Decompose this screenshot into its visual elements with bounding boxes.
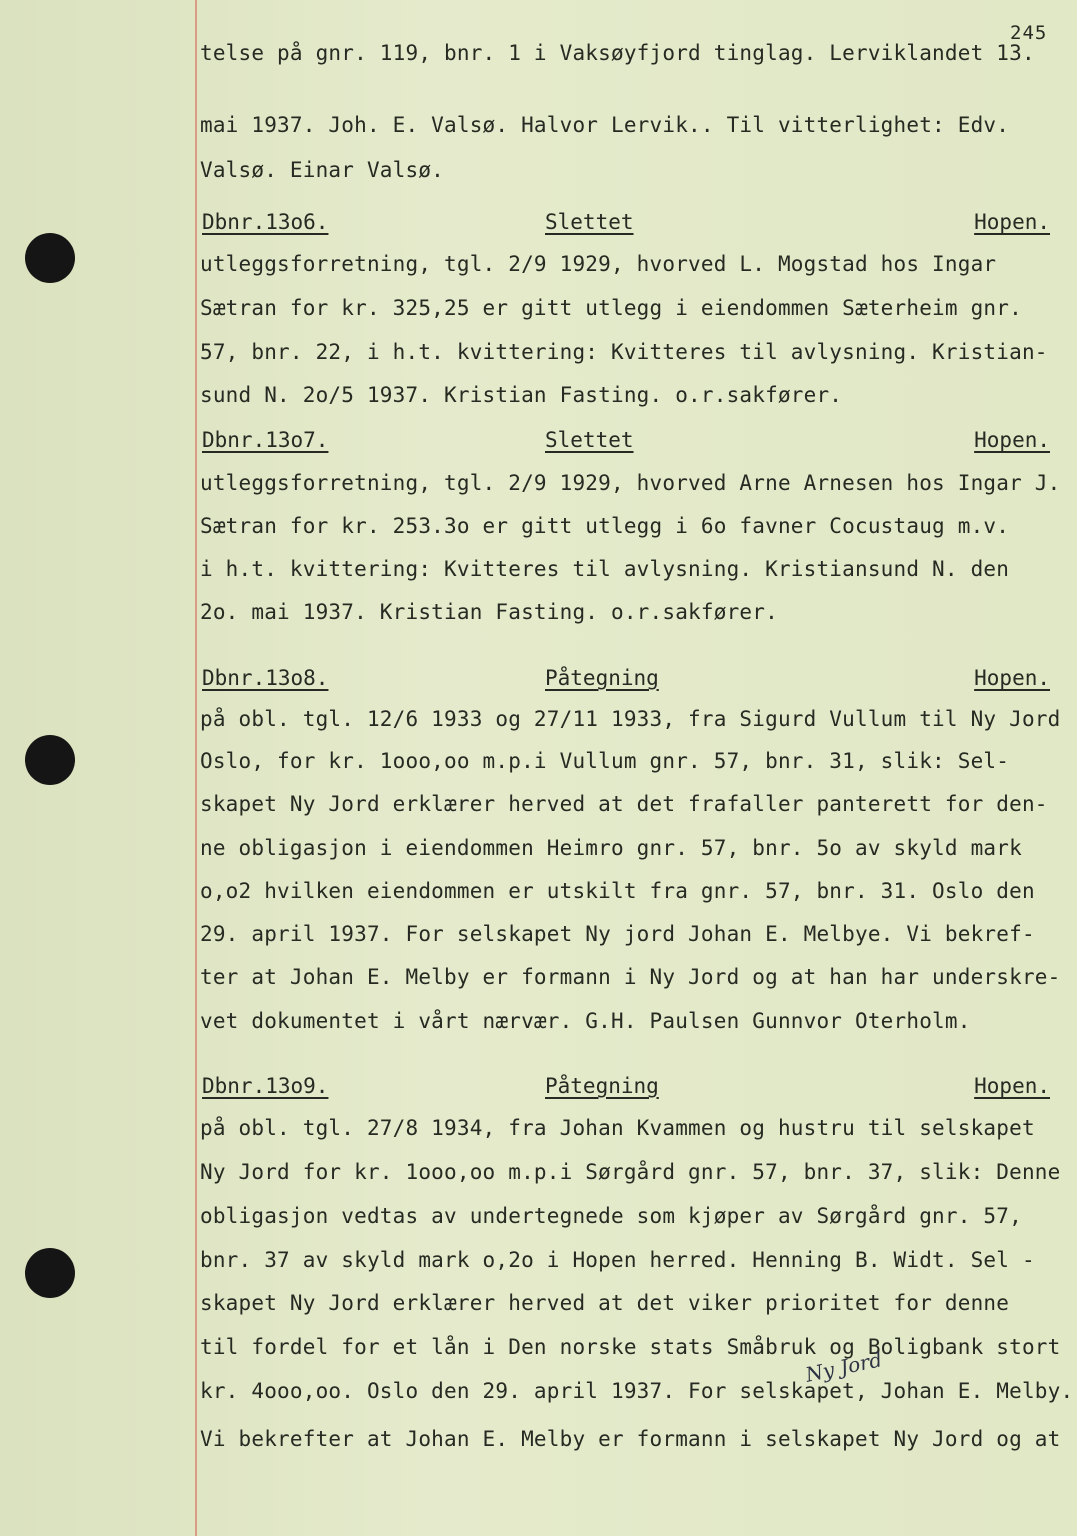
entry-header (200, 425, 1050, 455)
entry-type: Slettet (545, 210, 634, 234)
entry-number: Dbnr.13o7. (202, 428, 329, 452)
entry-header (200, 663, 1050, 693)
margin-line (195, 0, 197, 1536)
text-line: Sætran for kr. 325,25 er gitt utlegg i eiendommen Sæterheim gnr. (200, 296, 1022, 320)
text-line: Sætran for kr. 253.3o er gitt utlegg i 6o favner Cocustaug m.v. (200, 514, 1010, 538)
punch-hole-icon (25, 1248, 75, 1298)
text-line: på obl. tgl. 27/8 1934, fra Johan Kvammen og hustru til selskapet (200, 1116, 1035, 1140)
entry-number: Dbnr.13o9. (202, 1074, 329, 1098)
punch-hole-icon (25, 233, 75, 283)
entry-place: Hopen. (974, 428, 1050, 452)
text-line: bnr. 37 av skyld mark o,2o i Hopen herred. Henning B. Widt. Sel - (200, 1248, 1035, 1272)
text-line: utleggsforretning, tgl. 2/9 1929, hvorved L. Mogstad hos Ingar (200, 252, 997, 276)
entry-type: Påtegning (545, 666, 659, 690)
entry-header (200, 207, 1050, 237)
text-line: 29. april 1937. For selskapet Ny jord Johan E. Melbye. Vi bekref- (200, 922, 1035, 946)
text-line: Oslo, for kr. 1ooo,oo m.p.i Vullum gnr. 57, bnr. 31, slik: Sel- (200, 749, 1010, 773)
text-line: til fordel for et lån i Den norske stats Småbruk og Boligbank stort (200, 1335, 1061, 1359)
text-line: vet dokumentet i vårt nærvær. G.H. Paulsen Gunnvor Oterholm. (200, 1009, 971, 1033)
text-line: i h.t. kvittering: Kvitteres til avlysning. Kristiansund N. den (200, 557, 1010, 581)
entry-type: Slettet (545, 428, 634, 452)
text-line: obligasjon vedtas av undertegnede som kjøper av Sørgård gnr. 57, (200, 1204, 1022, 1228)
text-line: på obl. tgl. 12/6 1933 og 27/11 1933, fra Sigurd Vullum til Ny Jord (200, 707, 1061, 731)
entry-number: Dbnr.13o6. (202, 210, 329, 234)
text-line: 57, bnr. 22, i h.t. kvittering: Kvitteres til avlysning. Kristian- (200, 340, 1048, 364)
text-line: kr. 4ooo,oo. Oslo den 29. april 1937. For selskapet, Johan E. Melby. (200, 1379, 1074, 1403)
text-line: skapet Ny Jord erklærer herved at det frafaller panterett for den- (200, 792, 1048, 816)
entry-place: Hopen. (974, 666, 1050, 690)
text-line: Valsø. Einar Valsø. (200, 158, 445, 182)
text-line: Vi bekrefter at Johan E. Melby er formann i selskapet Ny Jord og at (200, 1427, 1061, 1451)
text-line: o,o2 hvilken eiendommen er utskilt fra gnr. 57, bnr. 31. Oslo den (200, 879, 1035, 903)
punch-hole-icon (25, 735, 75, 785)
text-line: 2o. mai 1937. Kristian Fasting. o.r.sakfører. (200, 600, 778, 624)
text-line: ne obligasjon i eiendommen Heimro gnr. 57, bnr. 5o av skyld mark (200, 836, 1022, 860)
page-number: 245 (1010, 22, 1048, 44)
entry-number: Dbnr.13o8. (202, 666, 329, 690)
text-line: ter at Johan E. Melby er formann i Ny Jord og at han har underskre- (200, 965, 1061, 989)
entry-header (200, 1071, 1050, 1101)
text-line: sund N. 2o/5 1937. Kristian Fasting. o.r.sakfører. (200, 383, 843, 407)
entry-place: Hopen. (974, 210, 1050, 234)
handwritten-note: Ny Jord (803, 1347, 885, 1387)
text-line: mai 1937. Joh. E. Valsø. Halvor Lervik.. Til vitterlighet: Edv. (200, 113, 1010, 137)
entry-type: Påtegning (545, 1074, 659, 1098)
entry-place: Hopen. (974, 1074, 1050, 1098)
text-line: telse på gnr. 119, bnr. 1 i Vaksøyfjord tinglag. Lerviklandet 13. (200, 41, 1035, 65)
text-line: utleggsforretning, tgl. 2/9 1929, hvorved Arne Arnesen hos Ingar J. (200, 471, 1061, 495)
text-line: skapet Ny Jord erklærer herved at det viker prioritet for denne (200, 1291, 1010, 1315)
text-line: Ny Jord for kr. 1ooo,oo m.p.i Sørgård gnr. 57, bnr. 37, slik: Denne (200, 1160, 1061, 1184)
